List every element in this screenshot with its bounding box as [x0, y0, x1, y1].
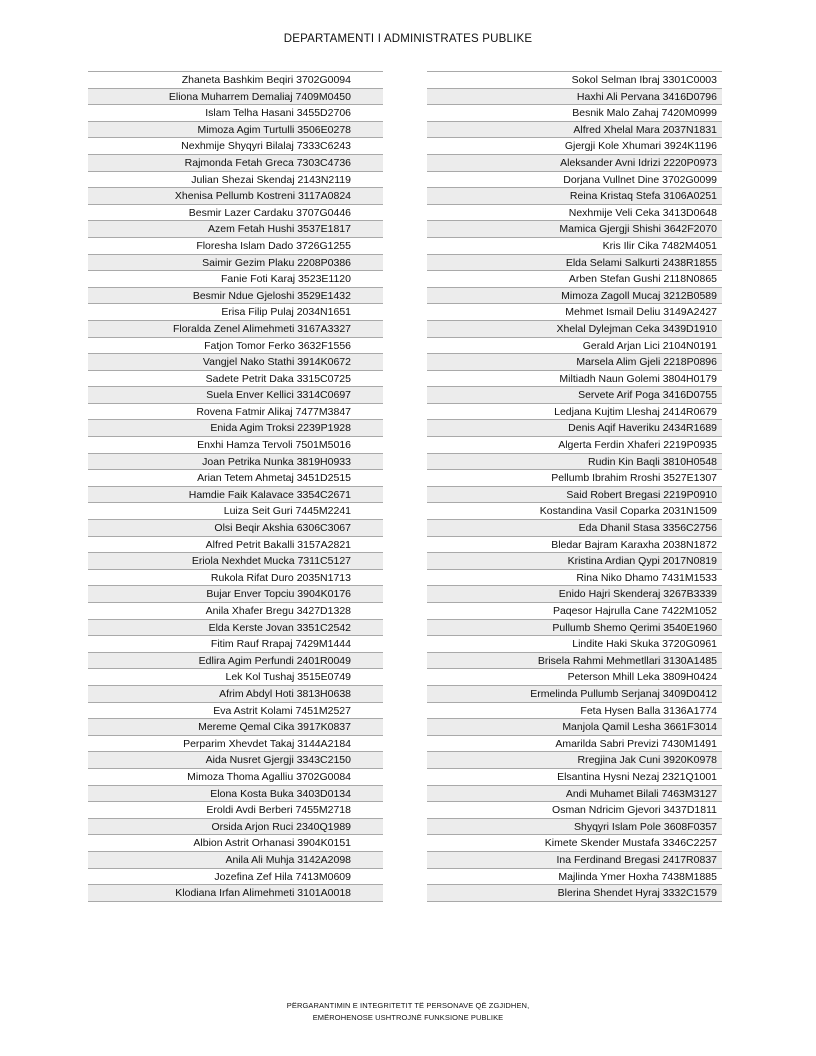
list-item: Pellumb Ibrahim Rroshi 3527E1307 [427, 470, 722, 487]
list-item: Sokol Selman Ibraj 3301C0003 [427, 72, 722, 89]
list-item: Miltiadh Naun Golemi 3804H0179 [427, 371, 722, 388]
list-item: Zhaneta Bashkim Beqiri 3702G0094 [88, 72, 383, 89]
list-item: Elda Kerste Jovan 3351C2542 [88, 620, 383, 637]
list-item: Julian Shezai Skendaj 2143N2119 [88, 172, 383, 189]
list-item: Sadete Petrit Daka 3315C0725 [88, 371, 383, 388]
list-item: Rregjina Jak Cuni 3920K0978 [427, 752, 722, 769]
list-item: Mimoza Agim Turtulli 3506E0278 [88, 122, 383, 139]
list-item: Suela Enver Kellici 3314C0697 [88, 387, 383, 404]
list-item: Rudin Kin Baqli 3810H0548 [427, 454, 722, 471]
list-item: Bledar Bajram Karaxha 2038N1872 [427, 537, 722, 554]
list-item: Jozefina Zef Hila 7413M0609 [88, 869, 383, 886]
list-item: Aleksander Avni Idrizi 2220P0973 [427, 155, 722, 172]
list-item: Fatjon Tomor Ferko 3632F1556 [88, 338, 383, 355]
list-item: Perparim Xhevdet Takaj 3144A2184 [88, 736, 383, 753]
list-item: Haxhi Ali Pervana 3416D0796 [427, 89, 722, 106]
list-item: Enxhi Hamza Tervoli 7501M5016 [88, 437, 383, 454]
list-item: Xhelal Dylejman Ceka 3439D1910 [427, 321, 722, 338]
list-item: Eva Astrit Kolami 7451M2527 [88, 703, 383, 720]
list-item: Feta Hysen Balla 3136A1774 [427, 703, 722, 720]
list-item: Alfred Xhelal Mara 2037N1831 [427, 122, 722, 139]
list-item: Ledjana Kujtim Lleshaj 2414R0679 [427, 404, 722, 421]
list-item: Kimete Skender Mustafa 3346C2257 [427, 835, 722, 852]
list-item: Mehmet Ismail Deliu 3149A2427 [427, 304, 722, 321]
list-item: Vangjel Nako Stathi 3914K0672 [88, 354, 383, 371]
list-item: Rukola Rifat Duro 2035N1713 [88, 570, 383, 587]
list-item: Eroldi Avdi Berberi 7455M2718 [88, 802, 383, 819]
list-item: Peterson Mhill Leka 3809H0424 [427, 669, 722, 686]
footer-line-2: EMËROHENOSE USHTROJNË FUNKSIONE PUBLIKE [312, 1013, 504, 1022]
list-item: Azem Fetah Hushi 3537E1817 [88, 221, 383, 238]
list-item: Nexhmije Veli Ceka 3413D0648 [427, 205, 722, 222]
list-item: Hamdie Faik Kalavace 3354C2671 [88, 487, 383, 504]
list-item: Eliona Muharrem Demaliaj 7409M0450 [88, 89, 383, 106]
list-item: Majlinda Ymer Hoxha 7438M1885 [427, 869, 722, 886]
list-item: Mamica Gjergji Shishi 3642F2070 [427, 221, 722, 238]
list-item: Marsela Alim Gjeli 2218P0896 [427, 354, 722, 371]
list-item: Lek Kol Tushaj 3515E0749 [88, 669, 383, 686]
list-item: Servete Arif Poga 3416D0755 [427, 387, 722, 404]
list-item: Amarilda Sabri Previzi 7430M1491 [427, 736, 722, 753]
list-item: Mereme Qemal Cika 3917K0837 [88, 719, 383, 736]
list-item: Mimoza Thoma Agalliu 3702G0084 [88, 769, 383, 786]
list-item: Klodiana Irfan Alimehmeti 3101A0018 [88, 885, 383, 902]
list-item: Rina Niko Dhamo 7431M1533 [427, 570, 722, 587]
list-item: Arben Stefan Gushi 2118N0865 [427, 271, 722, 288]
list-item: Rajmonda Fetah Greca 7303C4736 [88, 155, 383, 172]
list-item: Erisa Filip Pulaj 2034N1651 [88, 304, 383, 321]
list-item: Algerta Ferdin Xhaferi 2219P0935 [427, 437, 722, 454]
list-item: Denis Aqif Haveriku 2434R1689 [427, 420, 722, 437]
list-item: Manjola Qamil Lesha 3661F3014 [427, 719, 722, 736]
list-item: Elona Kosta Buka 3403D0134 [88, 786, 383, 803]
list-item: Xhenisa Pellumb Kostreni 3117A0824 [88, 188, 383, 205]
list-item: Ermelinda Pullumb Serjanaj 3409D0412 [427, 686, 722, 703]
list-item: Arian Tetem Ahmetaj 3451D2515 [88, 470, 383, 487]
list-item: Albion Astrit Orhanasi 3904K0151 [88, 835, 383, 852]
list-item: Eriola Nexhdet Mucka 7311C5127 [88, 553, 383, 570]
list-item: Besnik Malo Zahaj 7420M0999 [427, 105, 722, 122]
list-item: Reina Kristaq Stefa 3106A0251 [427, 188, 722, 205]
list-item: Mimoza Zagoll Mucaj 3212B0589 [427, 288, 722, 305]
list-item: Rovena Fatmir Alikaj 7477M3847 [88, 404, 383, 421]
list-item: Saimir Gezim Plaku 2208P0386 [88, 255, 383, 272]
list-item: Dorjana Vullnet Dine 3702G0099 [427, 172, 722, 189]
list-item: Aida Nusret Gjergji 3343C2150 [88, 752, 383, 769]
list-item: Osman Ndricim Gjevori 3437D1811 [427, 802, 722, 819]
list-item: Ina Ferdinand Bregasi 2417R0837 [427, 852, 722, 869]
list-item: Paqesor Hajrulla Cane 7422M1052 [427, 603, 722, 620]
list-item: Kostandina Vasil Coparka 2031N1509 [427, 503, 722, 520]
list-item: Enido Hajri Skenderaj 3267B3339 [427, 586, 722, 603]
right-name-list [427, 71, 722, 902]
footer-line-1: PËRGARANTIMIN E INTEGRITETIT TË PERSONAVE QË ZGJIDHEN, [286, 1001, 530, 1010]
list-item: Pullumb Shemo Qerimi 3540E1960 [427, 620, 722, 637]
list-item: Luiza Seit Guri 7445M2241 [88, 503, 383, 520]
list-item: Kris Ilir Cika 7482M4051 [427, 238, 722, 255]
list-item: Orsida Arjon Ruci 2340Q1989 [88, 819, 383, 836]
list-item: Anila Xhafer Bregu 3427D1328 [88, 603, 383, 620]
list-item: Alfred Petrit Bakalli 3157A2821 [88, 537, 383, 554]
list-item: Floralda Zenel Alimehmeti 3167A3327 [88, 321, 383, 338]
list-item: Enida Agim Troksi 2239P1928 [88, 420, 383, 437]
list-item: Afrim Abdyl Hoti 3813H0638 [88, 686, 383, 703]
list-item: Besmir Ndue Gjeloshi 3529E1432 [88, 288, 383, 305]
list-item: Kristina Ardian Qypi 2017N0819 [427, 553, 722, 570]
left-name-list [88, 71, 383, 902]
list-item: Nexhmije Shyqyri Bilalaj 7333C6243 [88, 138, 383, 155]
list-item: Elsantina Hysni Nezaj 2321Q1001 [427, 769, 722, 786]
list-item: Gerald Arjan Lici 2104N0191 [427, 338, 722, 355]
list-item: Gjergji Kole Xhumari 3924K1196 [427, 138, 722, 155]
page-title: DEPARTAMENTI I ADMINISTRATES PUBLIKE [283, 33, 533, 45]
list-item: Bujar Enver Topciu 3904K0176 [88, 586, 383, 603]
list-item: Brisela Rahmi Mehmetllari 3130A1485 [427, 653, 722, 670]
list-item: Besmir Lazer Cardaku 3707G0446 [88, 205, 383, 222]
list-item: Eda Dhanil Stasa 3356C2756 [427, 520, 722, 537]
list-item: Joan Petrika Nunka 3819H0933 [88, 454, 383, 471]
footer [0, 1000, 816, 1024]
list-item: Olsi Beqir Akshia 6306C3067 [88, 520, 383, 537]
list-item: Andi Muhamet Bilali 7463M3127 [427, 786, 722, 803]
list-item: Elda Selami Salkurti 2438R1855 [427, 255, 722, 272]
list-item: Edlira Agim Perfundi 2401R0049 [88, 653, 383, 670]
list-item: Said Robert Bregasi 2219P0910 [427, 487, 722, 504]
list-item: Anila Ali Muhja 3142A2098 [88, 852, 383, 869]
list-item: Fitim Rauf Rrapaj 7429M1444 [88, 636, 383, 653]
list-item: Floresha Islam Dado 3726G1255 [88, 238, 383, 255]
list-item: Shyqyri Islam Pole 3608F0357 [427, 819, 722, 836]
list-item: Lindite Haki Skuka 3720G0961 [427, 636, 722, 653]
list-item: Fanie Foti Karaj 3523E1120 [88, 271, 383, 288]
list-item: Blerina Shendet Hyraj 3332C1579 [427, 885, 722, 902]
list-item: Islam Telha Hasani 3455D2706 [88, 105, 383, 122]
